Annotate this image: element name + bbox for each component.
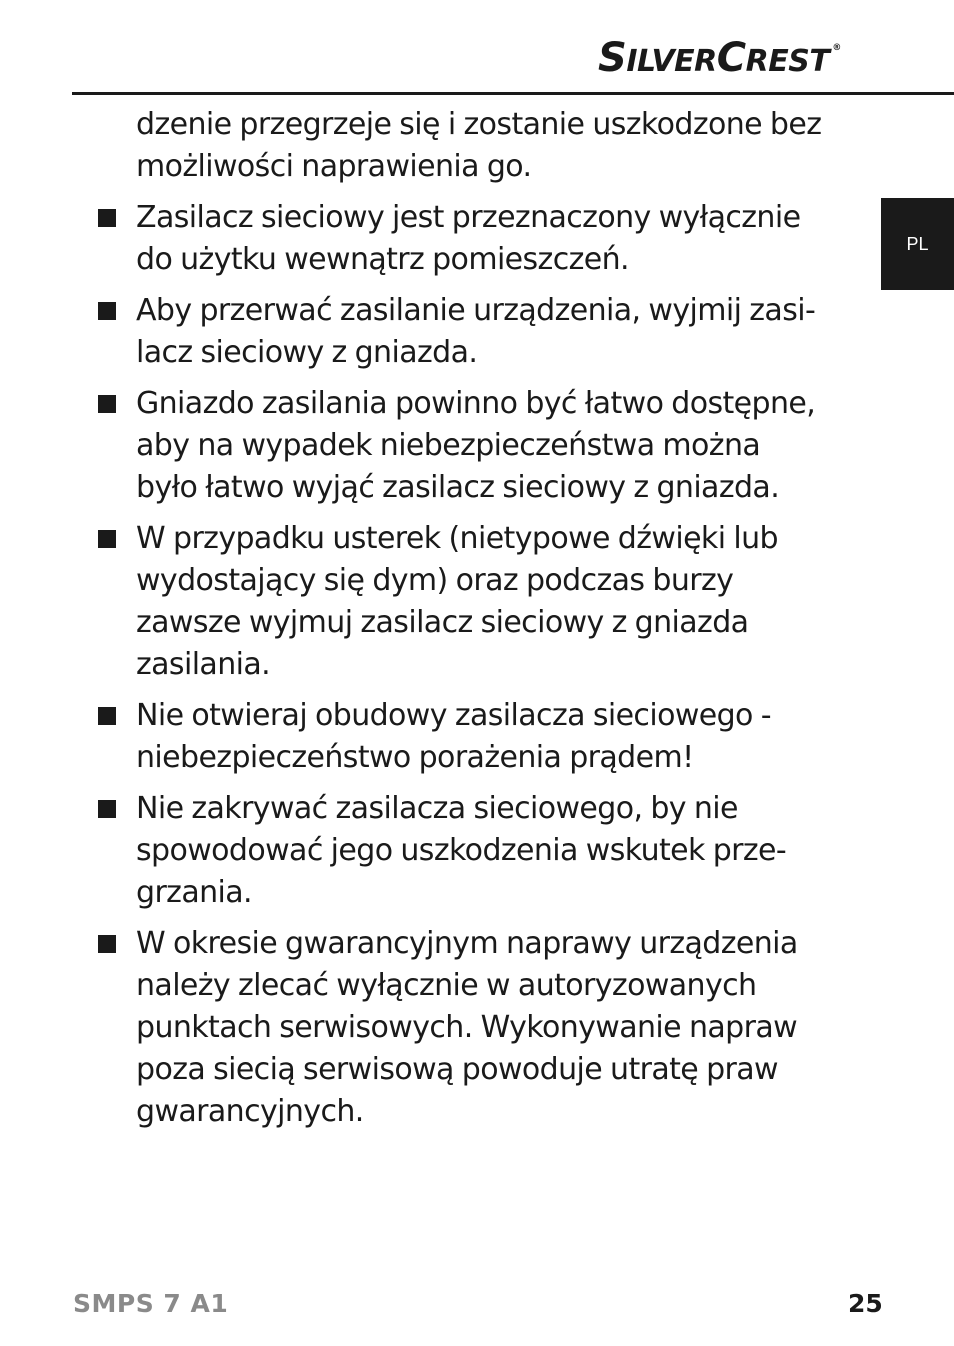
text-line: do użytku wewnątrz pomieszczeń. [136, 242, 629, 277]
safety-instructions [90, 104, 860, 1142]
square-bullet-icon [98, 395, 116, 413]
square-bullet-icon [98, 935, 116, 953]
square-bullet-icon [98, 302, 116, 320]
text-line: punktach serwisowych. Wykonywanie napraw [136, 1010, 798, 1045]
text-line: zasilania. [136, 647, 271, 682]
language-tab [881, 198, 954, 290]
footer-model-number: SMPS 7 A1 [73, 1289, 229, 1318]
text-line: Nie zakrywać zasilacza sieciowego, by nie [136, 791, 738, 826]
list-item [90, 518, 860, 686]
text-line: Zasilacz sieciowy jest przeznaczony wyłącznie [136, 200, 801, 235]
text-line: wydostający się dym) oraz podczas burzy [136, 563, 734, 598]
text-line: Gniazdo zasilania powinno być łatwo dostępne, [136, 386, 816, 421]
text-line: było łatwo wyjąć zasilacz sieciowy z gniazda. [136, 470, 780, 505]
list-item [90, 290, 860, 374]
list-item [90, 923, 860, 1133]
text-line: aby na wypadek niebezpieczeństwa można [136, 428, 761, 463]
continuation-paragraph [90, 104, 860, 188]
registered-mark: ® [832, 43, 841, 53]
list-item [90, 383, 860, 509]
logo-letters: REST [745, 44, 830, 79]
text-line: poza siecią serwisową powoduje utratę praw [136, 1052, 778, 1087]
square-bullet-icon [98, 800, 116, 818]
text-line: grzania. [136, 875, 252, 910]
list-item [90, 695, 860, 779]
list-item [90, 788, 860, 914]
text-line: W okresie gwarancyjnym naprawy urządzenia [136, 926, 798, 961]
square-bullet-icon [98, 209, 116, 227]
text-line: Aby przerwać zasilanie urządzenia, wyjmij zasi- [136, 293, 816, 328]
text-line: lacz sieciowy z gniazda. [136, 335, 478, 370]
text-line: spowodować jego uszkodzenia wskutek prze- [136, 833, 787, 868]
header-divider [72, 92, 954, 95]
text-line: należy zlecać wyłącznie w autoryzowanych [136, 968, 757, 1003]
page-number: 25 [848, 1289, 883, 1318]
list-item [90, 197, 860, 281]
square-bullet-icon [98, 707, 116, 725]
text-line: możliwości naprawienia go. [136, 149, 532, 184]
text-line: niebezpieczeństwo porażenia prądem! [136, 740, 694, 775]
language-tab-label: PL [906, 233, 929, 254]
text-line: gwarancyjnych. [136, 1094, 364, 1129]
text-line: dzenie przegrzeje się i zostanie uszkodzone bez [136, 107, 822, 142]
silvercrest-logo [598, 35, 841, 81]
square-bullet-icon [98, 530, 116, 548]
text-line: zawsze wyjmuj zasilacz sieciowy z gniazda [136, 605, 749, 640]
logo-letter: S [598, 35, 627, 81]
logo-letters: ILVER [626, 44, 717, 79]
text-line: W przypadku usterek (nietypowe dźwięki lub [136, 521, 778, 556]
text-line: Nie otwieraj obudowy zasilacza sieciowego - [136, 698, 771, 733]
logo-letter: C [716, 35, 746, 81]
